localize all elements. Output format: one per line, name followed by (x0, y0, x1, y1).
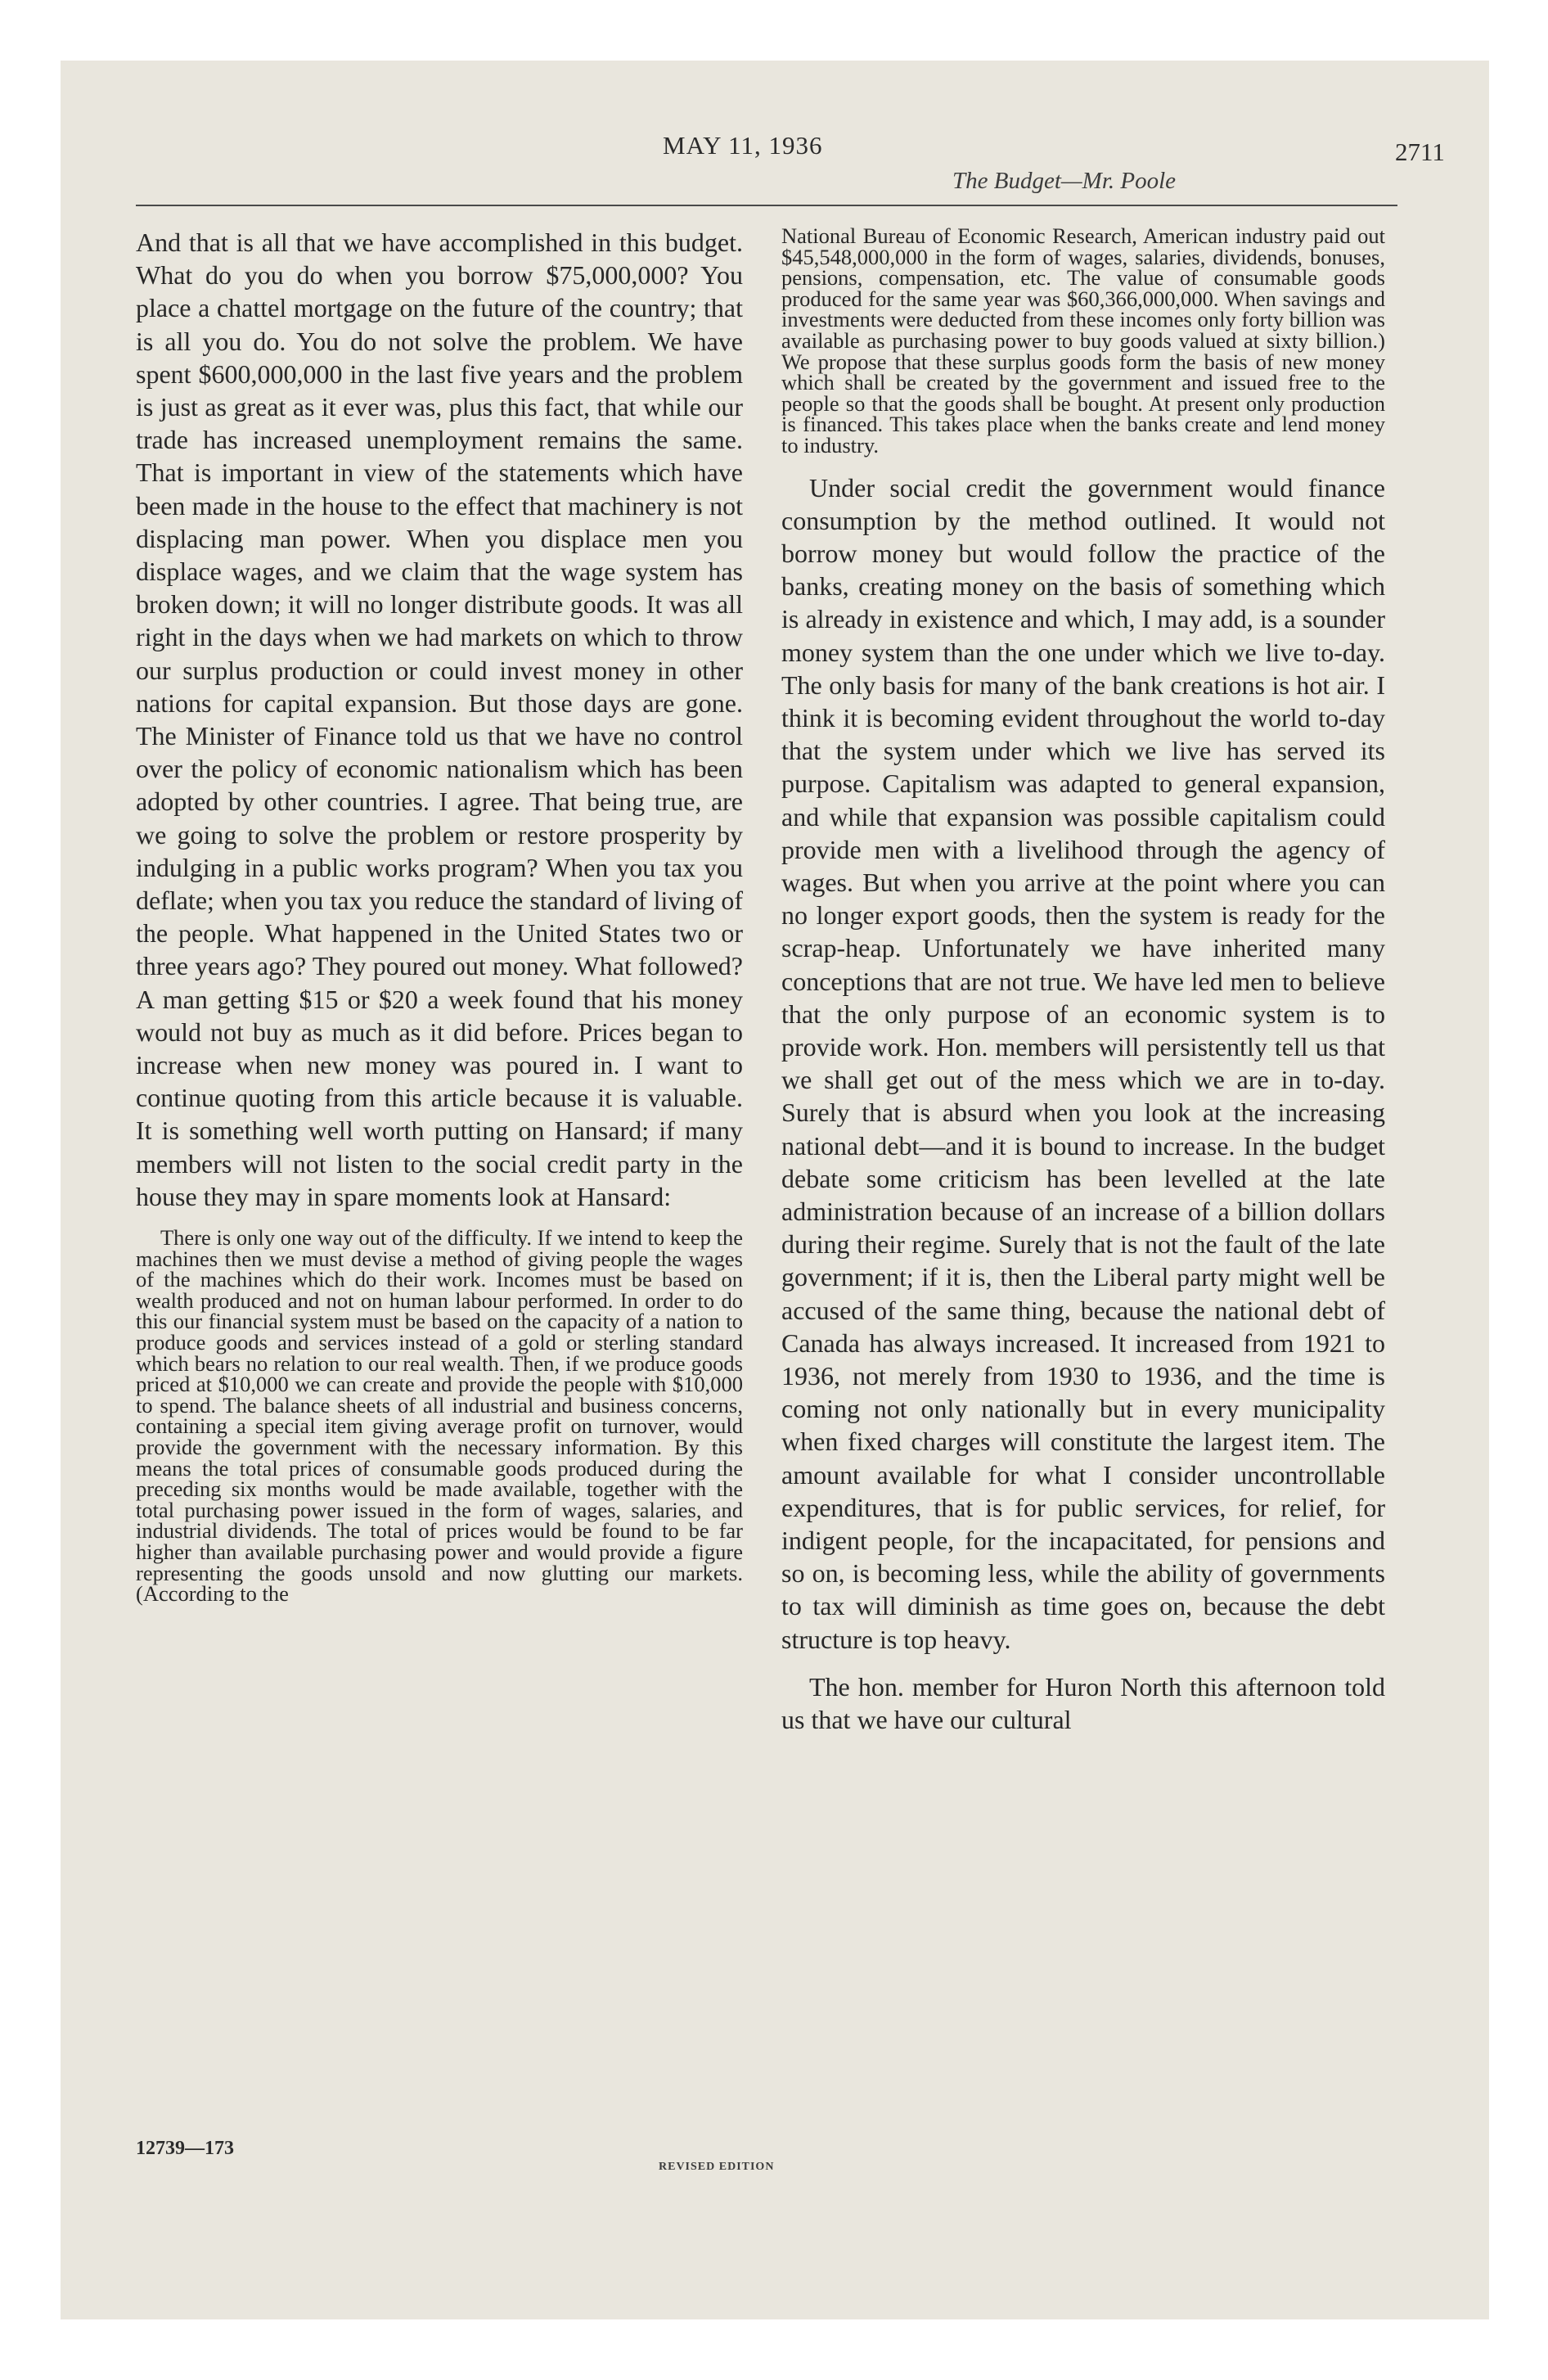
left-column (136, 226, 743, 1605)
paragraph: And that is all that we have accomplished in this budget. What do you do when you borrow $75,000,000? You place a chattel mortgage on the future of the country; that is all you do. You do not solve the problem. We have spent $600,000,000 in the last five years and the problem is just as great as it ever was, plus this fact, that while our trade has increased unemployment remains the same. That is important in view of the statements which have been made in the house to the effect that machinery is not displacing man power. When you displace men you displace wages, and we claim that the wage system has broken down; it will no longer distribute goods. It was all right in the days when we had markets on which to throw our surplus production or could invest money in other nations for capital expansion. But those days are gone. The Minister of Finance told us that we have no control over the policy of economic nationalism which has been adopted by other countries. I agree. That being true, are we going to solve the problem or restore prosperity by indulging in a public works program? When you tax you deflate; when you tax you reduce the standard of living of the people. What happened in the United States two or three years ago? They poured out money. What followed? A man getting $15 or $20 a week found that his money would not buy as much as it did before. Prices began to increase when new money was poured in. I want to continue quoting from this article because it is valuable. It is something well worth putting on Hansard; if many members will not listen to the social credit party in the house they may in spare moments look at Hansard: (136, 228, 743, 1211)
page-header (0, 0, 1548, 213)
header-running-title: The Budget—Mr. Poole (952, 168, 1177, 194)
footer-code: 12739—173 (136, 2138, 234, 2159)
footer-edition: REVISED EDITION (659, 2161, 775, 2173)
block-quote: There is only one way out of the difficulty. If we intend to keep the machines then we must devise a method of giving people the wages of the machines which do their work. Incomes must be based on wealth produced and not on human labour performed. In order to do this our financial system must be based on the capacity of a nation to produce goods and services instead of a gold or sterling standard which bears no relation to our real wealth. Then, if we produce goods priced at $10,000 we can create and provide the people with $10,000 to spend. The balance sheets of all industrial and business concerns, containing a special item giving average profit on turnover, would provide the government with the necessary information. By this means the total prices of consumable goods produced during the preceding six months would be made available, together with the total purchasing power issued in the form of wages, salaries, and industrial dividends. The total of prices would be found to be far higher than available purchasing power and would provide a figure representing the goods unsold and now glutting our markets. (According to the (136, 1225, 743, 1607)
paragraph: Under social credit the government would finance consumption by the method outlined. It would not borrow money but would follow the practice of the banks, creating money on the basis of something which is already in existence and which, I may add, is a sounder money system than the one under which we live to-day. The only basis for many of the bank creations is hot air. I think it is becoming evident throughout the world to-day that the system under which we live has served its purpose. Capitalism was adapted to general expansion, and while that expansion was possible capitalism could provide men with a livelihood through the agency of wages. But when you arrive at the point where you can no longer export goods, then the system is ready for the scrap-heap. Unfortunately we have inherited many conceptions that are not true. We have led men to believe that the only purpose of an economic system is to provide work. Hon. members will persistently tell us that we shall get out of the mess which we are in to-day. Surely that is absurd when you look at the increasing national debt—and it is bound to increase. In the budget debate some criticism has been levelled at the late administration because of an increase of a billion dollars during their regime. Surely that is not the fault of the late government; if it is, then the Liberal party might well be accused of the same thing, because the national debt of Canada has always increased. It increased from 1921 to 1936, not merely from 1930 to 1936, and the time is coming not only nationally but in every municipality when fixed charges will constitute the largest item. The amount available for what I consider uncontrollable expenditures, that is for public services, for relief, for indigent people, for the incapacitated, for pensions and so on, is becoming less, while the ability of governments to tax will diminish as time goes on, because the debt structure is top heavy. (781, 472, 1385, 1654)
right-column (781, 223, 1385, 1736)
header-rule (136, 205, 1397, 206)
header-page-number: 2711 (1395, 137, 1445, 166)
header-date: MAY 11, 1936 (663, 131, 823, 160)
block-quote-continued: National Bureau of Economic Research, American industry paid out $45,548,000,000 in the form of wages, salaries, dividends, bonuses, pensions, compensation, etc. The value of consumable goods produced for the same year was $60,366,000,000. When savings and investments were deducted from these incomes only forty billion was available as purchasing power to buy goods valued at sixty billion.) We propose that these surplus goods form the basis of new money which shall be created by the government and issued free to the people so that the goods shall be bought. At present only production is financed. This takes place when the banks create and lend money to industry. (781, 223, 1385, 458)
paragraph: The hon. member for Huron North this afternoon told us that we have our cultural (781, 1671, 1385, 1735)
